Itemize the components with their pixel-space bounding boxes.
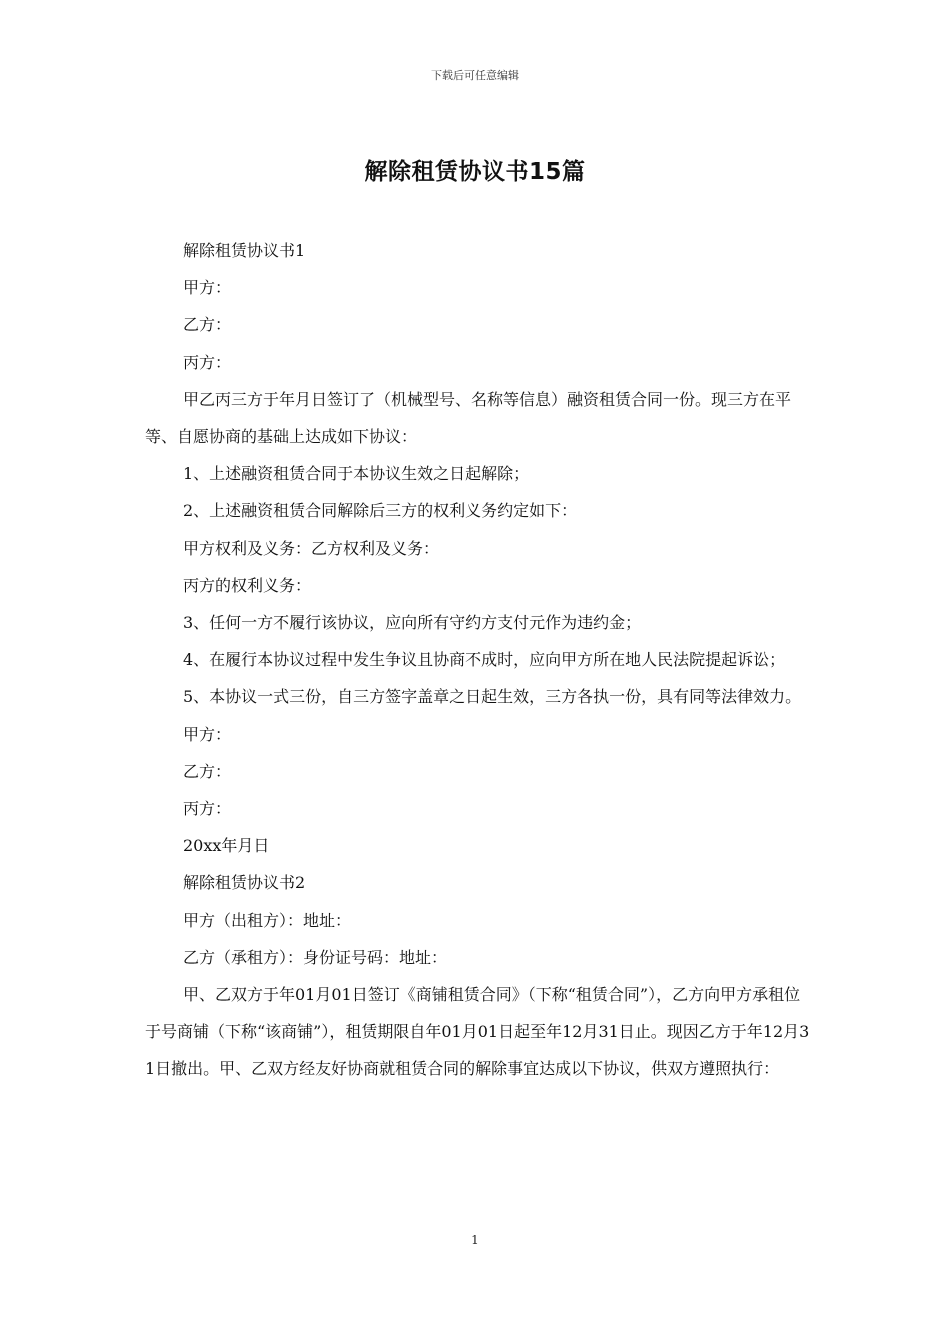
paragraph: 乙方：	[183, 761, 232, 781]
paragraph: 丙方：	[183, 799, 232, 819]
paragraph: 丙方的权利义务：	[183, 575, 312, 595]
page-number: 1	[471, 1233, 479, 1247]
header-note: 下载后可任意编辑	[431, 69, 519, 82]
paragraph: 20xx年月日	[183, 836, 270, 856]
paragraph: 甲方（出租方）：地址：	[183, 910, 352, 930]
paragraph: 甲乙丙三方于年月日签订了（机械型号、名称等信息）融资租赁合同一份。现三方在平等、自愿协商的基础上达成如下协议：	[145, 389, 792, 447]
paragraph: 2、上述融资租赁合同解除后三方的权利义务约定如下：	[183, 501, 578, 521]
paragraph: 甲方：	[183, 278, 232, 298]
paragraph: 5、本协议一式三份，自三方签字盖章之日起生效，三方各执一份，具有同等法律效力。	[183, 687, 802, 707]
paragraph: 1、上述融资租赁合同于本协议生效之日起解除；	[183, 464, 530, 484]
paragraph: 4、在履行本协议过程中发生争议且协商不成时，应向甲方所在地人民法院提起诉讼；	[183, 650, 786, 670]
paragraph: 乙方：	[183, 315, 232, 335]
paragraph: 3、任何一方不履行该协议，应向所有守约方支付元作为违约金；	[183, 613, 642, 633]
paragraph: 乙方（承租方）：身份证号码：地址：	[183, 947, 448, 967]
paragraph: 解除租赁协议书2	[183, 873, 306, 893]
paragraph: 甲方：	[183, 724, 232, 744]
paragraph: 解除租赁协议书1	[183, 241, 306, 260]
paragraph: 甲、乙双方于年01月01日签订《商铺租赁合同》（下称“租赁合同”），乙方向甲方承租位于号商铺（下称“该商铺”），租赁期限自年01月01日起至年12月31日止。现因乙方于年12月31日撤出。甲、乙双方经友好协商就租赁合同的解除事宜达成以下协议，供双方遵照执行：	[145, 985, 810, 1079]
paragraph: 甲方权利及义务：乙方权利及义务：	[183, 538, 440, 558]
document-body	[145, 232, 815, 1088]
paragraph: 丙方：	[183, 352, 232, 372]
document-title: 解除租赁协议书15篇	[364, 159, 586, 185]
